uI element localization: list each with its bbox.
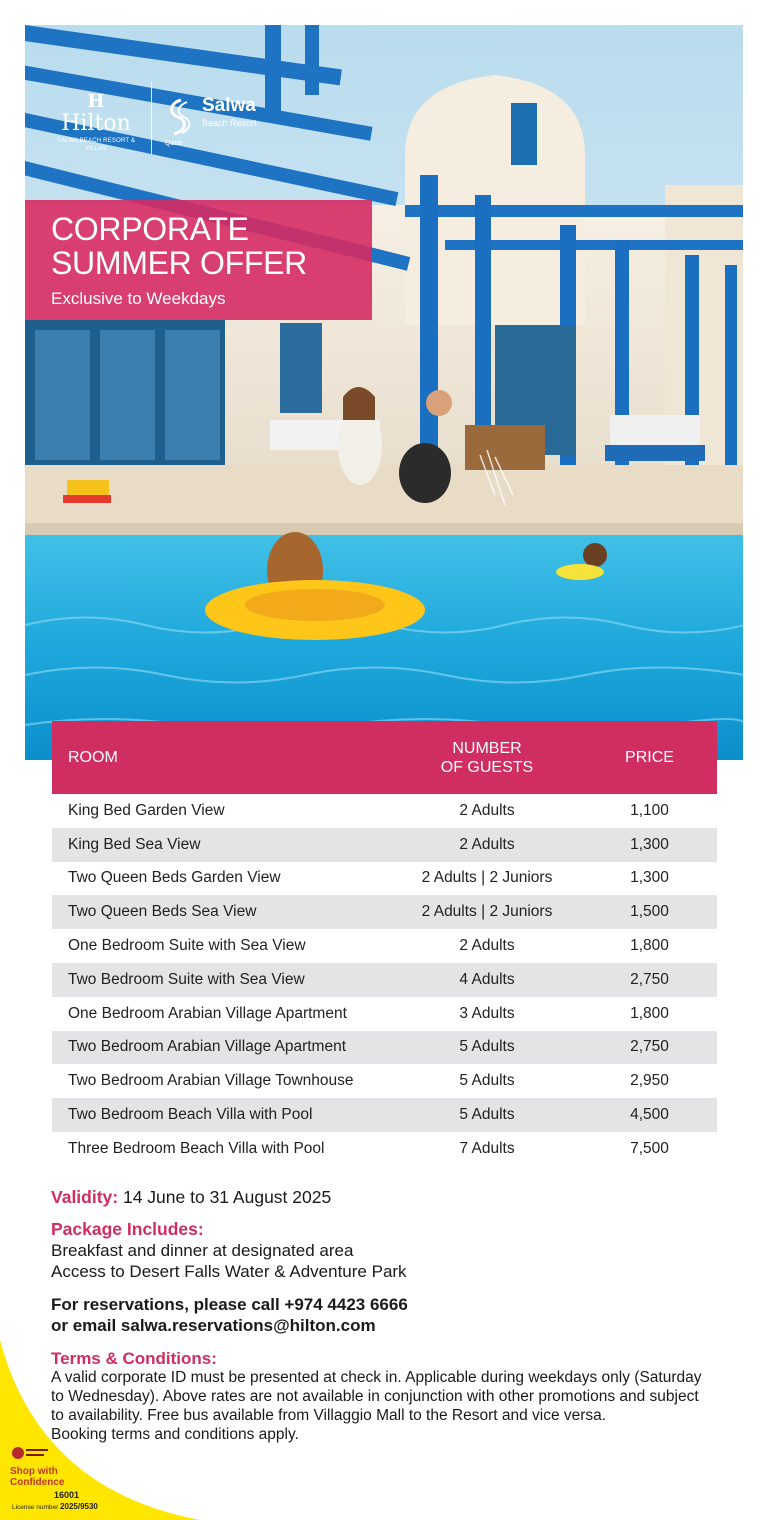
package-item: Breakfast and dinner at designated area: [51, 1241, 354, 1260]
table-row: [52, 828, 717, 862]
cell-room: King Bed Garden View: [68, 801, 225, 819]
cell-guests: 5 Adults: [459, 1072, 515, 1090]
cell-room: Two Bedroom Beach Villa with Pool: [68, 1106, 313, 1124]
shop-with-confidence-badge: [0, 1340, 200, 1520]
table-row: [52, 1031, 717, 1065]
table-row: [52, 862, 717, 896]
cell-price: 1,800: [630, 1004, 669, 1022]
badge-line1: Shop with: [10, 1466, 58, 1477]
rates-table: [52, 721, 717, 1166]
badge-license: [12, 1502, 98, 1511]
cell-room: Two Bedroom Arabian Village Townhouse: [68, 1072, 354, 1090]
validity-text: 14 June to 31 August 2025: [118, 1187, 332, 1207]
cell-price: 7,500: [630, 1139, 669, 1157]
salwa-subtitle: Beach Resort: [202, 118, 257, 128]
cell-price: 1,500: [630, 903, 669, 921]
cell-room: Two Queen Beds Sea View: [68, 903, 257, 921]
hilton-name: Hilton: [61, 111, 131, 136]
cell-guests: 2 Adults | 2 Juniors: [421, 903, 553, 921]
table-row: [52, 895, 717, 929]
cell-guests: 5 Adults: [459, 1106, 515, 1124]
table-row: [52, 963, 717, 997]
header-guests-line1: NUMBER: [452, 739, 522, 757]
table-row: [52, 1132, 717, 1166]
cell-price: 2,950: [630, 1072, 669, 1090]
package-item: Access to Desert Falls Water & Adventure Park: [51, 1262, 407, 1281]
terms-line: Booking terms and conditions apply.: [51, 1426, 299, 1443]
offer-title-line2: SUMMER OFFER: [51, 245, 307, 281]
package-label: Package Includes:: [51, 1219, 204, 1239]
cell-price: 1,300: [630, 835, 669, 853]
package-includes: [51, 1219, 731, 1282]
cell-price: 2,750: [630, 970, 669, 988]
table-row: [52, 1064, 717, 1098]
contact-email-line: or email salwa.reservations@hilton.com: [51, 1316, 376, 1335]
offer-title-line1: CORPORATE: [51, 211, 249, 247]
salwa-swirl-icon: [164, 97, 198, 137]
validity: [51, 1186, 731, 1208]
cell-price: 1,800: [630, 937, 669, 955]
cell-guests: 2 Adults: [459, 937, 515, 955]
hilton-subtitle: SALWA BEACH RESORT & VILLAS: [56, 138, 136, 152]
table-row: [52, 997, 717, 1031]
table-row: [52, 929, 717, 963]
validity-label: Validity:: [51, 1187, 119, 1207]
salwa-location: Qatar: [165, 140, 183, 147]
badge-title: [10, 1466, 64, 1488]
salwa-name: Salwa: [202, 95, 256, 116]
cell-room: One Bedroom Arabian Village Apartment: [68, 1004, 347, 1022]
cell-room: Two Bedroom Suite with Sea View: [68, 970, 305, 988]
terms-label: Terms & Conditions:: [51, 1349, 217, 1368]
terms-line: to Wednesday). Above rates are not available in conjunction with other promotions and subject: [51, 1388, 699, 1405]
header-room: ROOM: [68, 748, 118, 766]
terms-line: A valid corporate ID must be presented at check in. Applicable during weekdays only (Saturday: [51, 1369, 702, 1386]
cell-guests: 7 Adults: [459, 1139, 515, 1157]
cell-room: Three Bedroom Beach Villa with Pool: [68, 1139, 325, 1157]
cell-guests: 2 Adults | 2 Juniors: [421, 869, 553, 887]
cell-price: 1,100: [630, 801, 669, 819]
cell-guests: 2 Adults: [459, 801, 515, 819]
table-body: [52, 794, 717, 1166]
cell-price: 2,750: [630, 1038, 669, 1056]
offer-banner: [25, 200, 372, 320]
badge-line2: Confidence: [10, 1477, 65, 1488]
contact-phone-line: For reservations, please call +974 4423 6666: [51, 1295, 408, 1314]
hilton-mark-icon: H: [87, 91, 105, 112]
cell-price: 1,300: [630, 869, 669, 887]
table-row: [52, 1098, 717, 1132]
logo-divider: [151, 82, 152, 154]
badge-hotline: 16001: [54, 1490, 80, 1500]
header-price: PRICE: [625, 748, 674, 766]
table-header: [52, 721, 717, 794]
header-guests-line2: OF GUESTS: [440, 758, 534, 776]
terms-line: to availability. Free bus available from Villaggio Mall to the Resort and vice versa.: [51, 1407, 607, 1424]
cell-room: Two Bedroom Arabian Village Apartment: [68, 1038, 347, 1056]
ministry-emblem-icon: [10, 1443, 50, 1463]
table-row: [52, 794, 717, 828]
cell-guests: 4 Adults: [459, 970, 515, 988]
hilton-logo: [50, 93, 142, 153]
cell-room: King Bed Sea View: [68, 835, 201, 853]
header-guests: [392, 739, 582, 777]
cell-room: Two Queen Beds Garden View: [68, 869, 281, 887]
cell-guests: 2 Adults: [459, 835, 515, 853]
cell-room: One Bedroom Suite with Sea View: [68, 937, 306, 955]
cell-guests: 5 Adults: [459, 1038, 515, 1056]
offer-subtitle: Exclusive to Weekdays: [51, 289, 226, 308]
reservation-contact: [51, 1294, 731, 1336]
license-label: License number: [12, 1504, 59, 1511]
cell-guests: 3 Adults: [459, 1004, 515, 1022]
cell-price: 4,500: [630, 1106, 669, 1124]
license-number: 2025/9530: [60, 1502, 98, 1511]
